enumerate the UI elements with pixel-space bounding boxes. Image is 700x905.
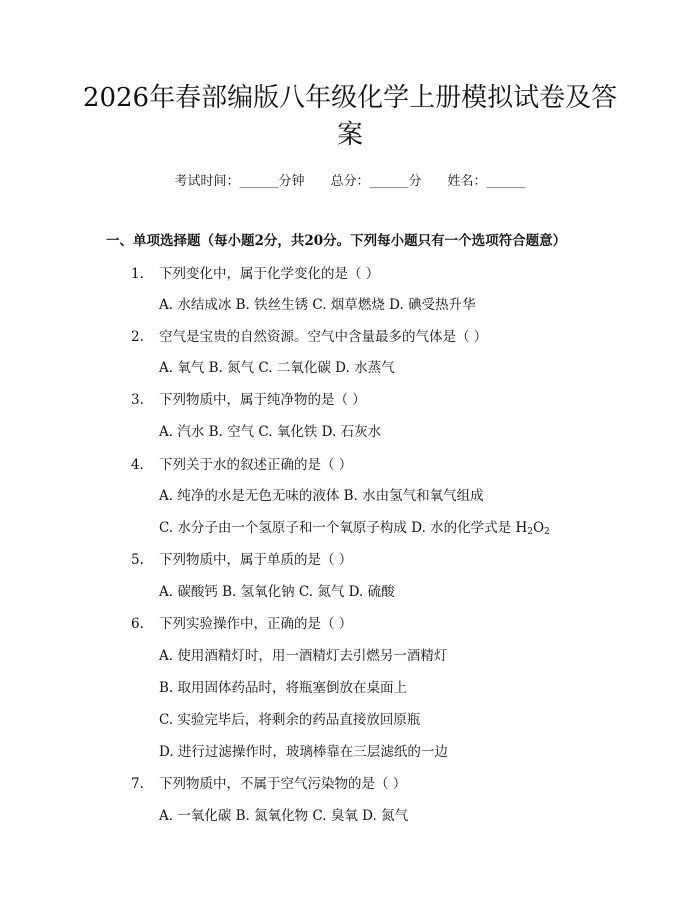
total-score-field: 总分：______分 — [330, 174, 422, 189]
question-2-options: A. 氧气 B. 氮气 C. 二氧化碳 D. 水蒸气 — [159, 360, 395, 376]
exam-meta — [0, 170, 700, 189]
question-number: 1. — [131, 266, 144, 282]
question-5 — [131, 548, 352, 568]
exam-title: 2026年春部编版八年级化学上册模拟试卷及答案 — [82, 83, 618, 150]
option-text: C. 水分子由一个氢原子和一个氧原子构成 D. 水的化学式是 — [159, 520, 512, 536]
question-stem: 下列变化中，属于化学变化的是（ ） — [159, 266, 380, 282]
question-6-option-b: B. 取用固体药品时，将瓶塞倒放在桌面上 — [159, 680, 408, 696]
question-6-option-a: A. 使用酒精灯时，用一酒精灯去引燃另一酒精灯 — [159, 648, 448, 664]
question-stem: 下列实验操作中，正确的是（ ） — [159, 616, 353, 632]
section-title: 一、单项选择题（每小题2分，共20分。下列每小题只有一个选项符合题意） — [106, 233, 567, 249]
question-3 — [131, 388, 366, 408]
question-4 — [131, 453, 352, 473]
question-1-options: A. 水结成冰 B. 铁丝生锈 C. 烟草燃烧 D. 碘受热升华 — [159, 297, 476, 313]
question-6-option-d: D. 进行过滤操作时，玻璃棒靠在三层滤纸的一边 — [159, 744, 448, 760]
student-name-field: 姓名：______ — [447, 174, 526, 189]
exam-time-field: 考试时间：______分钟 — [174, 174, 305, 189]
question-number: 4. — [131, 457, 144, 473]
question-4-options-ab: A. 纯净的水是无色无味的液体 B. 水由氢气和氧气组成 — [159, 488, 484, 504]
question-4-options-cd — [159, 516, 550, 537]
question-number: 7. — [131, 776, 144, 792]
question-stem: 空气是宝贵的自然资源。空气中含量最多的气体是（ ） — [159, 329, 488, 345]
question-2 — [131, 325, 487, 345]
question-stem: 下列物质中，属于单质的是（ ） — [159, 552, 353, 568]
question-5-options: A. 碳酸钙 B. 氢氧化钠 C. 氮气 D. 硫酸 — [159, 584, 395, 600]
question-stem: 下列物质中，不属于空气污染物的是（ ） — [159, 776, 407, 792]
question-7 — [131, 772, 406, 792]
question-7-options: A. 一氧化碳 B. 氮氧化物 C. 臭氧 D. 氮气 — [159, 808, 409, 824]
question-number: 6. — [131, 616, 144, 632]
question-6 — [131, 612, 352, 632]
question-number: 2. — [131, 329, 144, 345]
water-formula: $H_2O_2$ — [515, 520, 550, 537]
question-3-options: A. 汽水 B. 空气 C. 氧化铁 D. 石灰水 — [159, 424, 382, 440]
question-6-option-c: C. 实验完毕后，将剩余的药品直接放回原瓶 — [159, 712, 421, 728]
question-number: 3. — [131, 392, 144, 408]
question-stem: 下列关于水的叙述正确的是（ ） — [159, 457, 353, 473]
question-stem: 下列物质中，属于纯净物的是（ ） — [159, 392, 366, 408]
question-1 — [131, 262, 379, 282]
question-number: 5. — [131, 552, 144, 568]
